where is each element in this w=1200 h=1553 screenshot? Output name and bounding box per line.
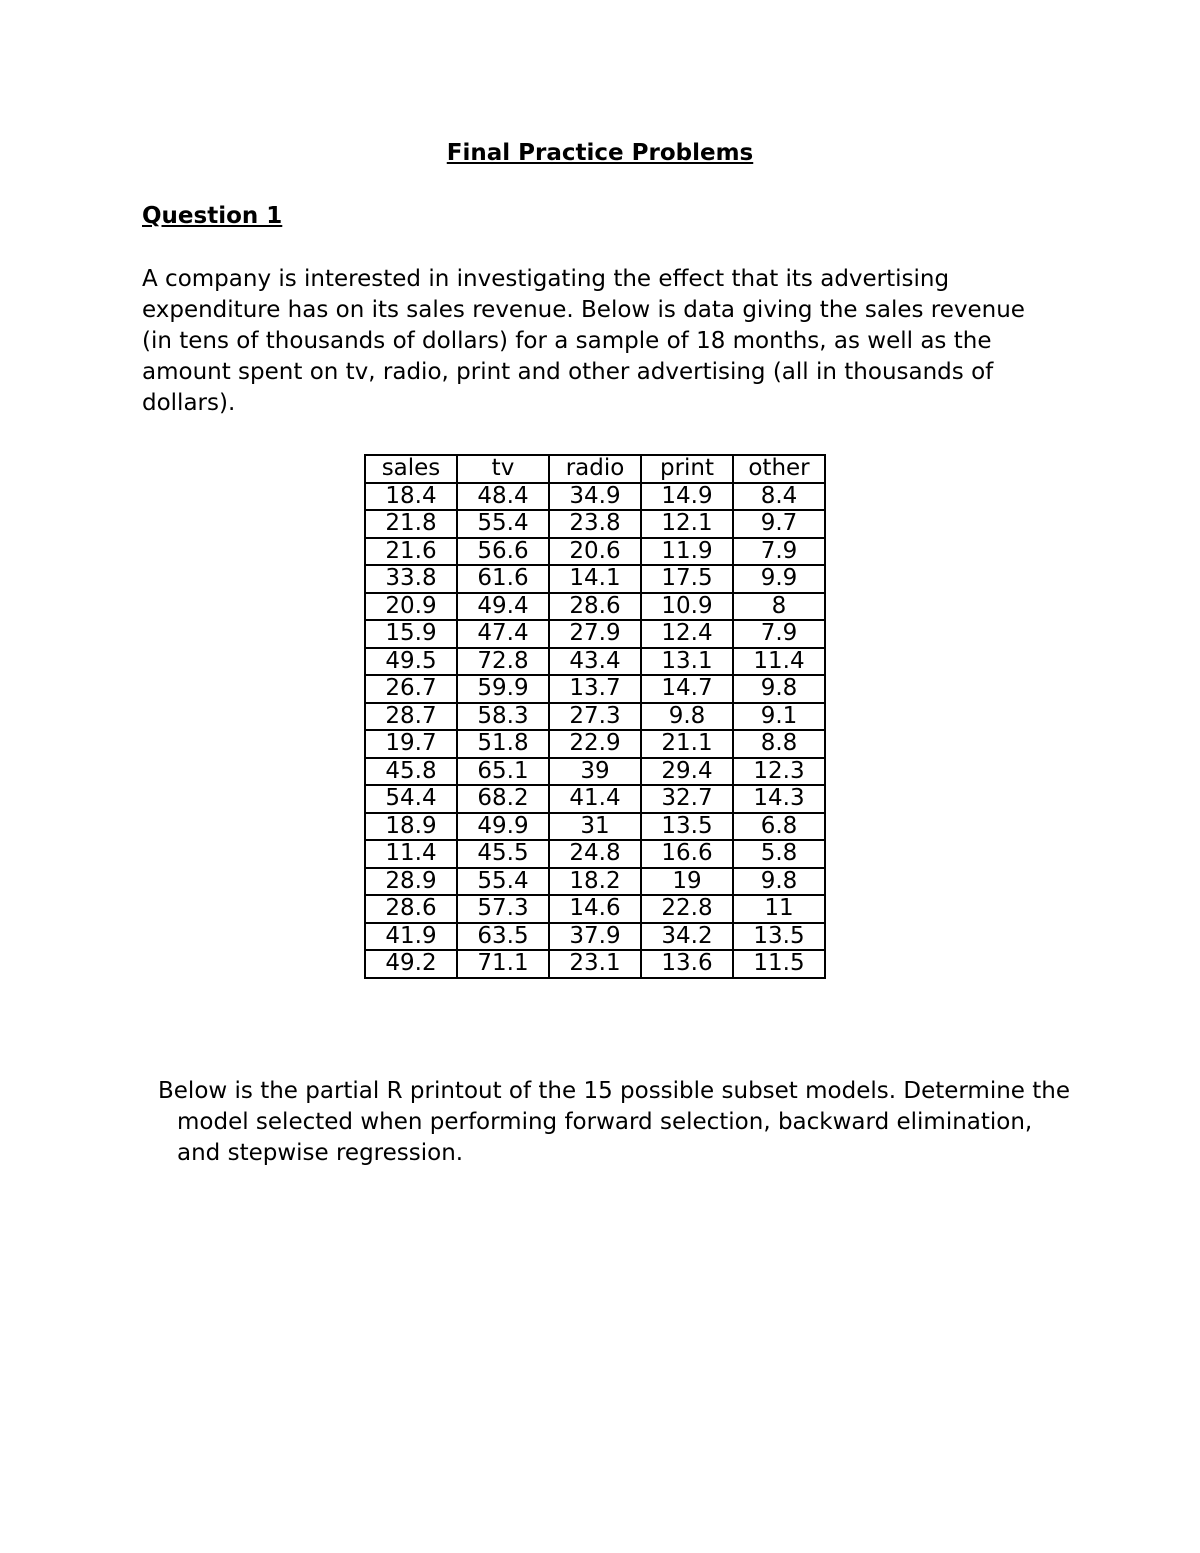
table-cell-other: 12.3 [733,758,825,786]
table-cell-other: 5.8 [733,840,825,868]
table-cell-other: 6.8 [733,813,825,841]
table-header-row [365,455,825,483]
intro-line: expenditure has on its sales revenue. Below is data giving the sales revenue [142,297,1025,323]
table-cell-tv: 45.5 [457,840,549,868]
table-cell-print: 13.1 [641,648,733,676]
table-cell-radio: 13.7 [549,675,641,703]
table-row [365,675,825,703]
table-cell-sales: 19.7 [365,730,457,758]
table-cell-print: 29.4 [641,758,733,786]
table-cell-other: 7.9 [733,620,825,648]
table-cell-print: 22.8 [641,895,733,923]
table-cell-tv: 59.9 [457,675,549,703]
table-cell-other: 9.9 [733,565,825,593]
table-row [365,785,825,813]
table-row [365,730,825,758]
table-cell-radio: 20.6 [549,538,641,566]
table-cell-tv: 55.4 [457,868,549,896]
intro-line: (in tens of thousands of dollars) for a sample of 18 months, as well as the [142,328,992,354]
table-cell-sales: 45.8 [365,758,457,786]
table-cell-other: 8 [733,593,825,621]
table-cell-sales: 41.9 [365,923,457,951]
table-row [365,510,825,538]
table-cell-sales: 21.8 [365,510,457,538]
table-cell-tv: 68.2 [457,785,549,813]
table-cell-radio: 39 [549,758,641,786]
table-row [365,950,825,978]
table-cell-print: 13.6 [641,950,733,978]
table-cell-sales: 28.7 [365,703,457,731]
column-header-other: other [733,455,825,483]
column-header-sales: sales [365,455,457,483]
table-row [365,565,825,593]
table-cell-print: 14.7 [641,675,733,703]
table-cell-tv: 71.1 [457,950,549,978]
table-cell-radio: 41.4 [549,785,641,813]
table-cell-tv: 63.5 [457,923,549,951]
table-row [365,868,825,896]
table-cell-sales: 15.9 [365,620,457,648]
table-cell-other: 9.1 [733,703,825,731]
table-cell-tv: 61.6 [457,565,549,593]
table-cell-sales: 28.6 [365,895,457,923]
table-cell-sales: 18.9 [365,813,457,841]
table-cell-print: 11.9 [641,538,733,566]
table-row [365,813,825,841]
table-cell-sales: 33.8 [365,565,457,593]
table-cell-other: 8.4 [733,483,825,511]
table-cell-sales: 28.9 [365,868,457,896]
table-cell-other: 9.8 [733,868,825,896]
table-cell-radio: 27.9 [549,620,641,648]
table-cell-radio: 24.8 [549,840,641,868]
table-row [365,620,825,648]
table-cell-tv: 48.4 [457,483,549,511]
advertising-data-table [364,454,826,979]
table-cell-tv: 51.8 [457,730,549,758]
table-cell-other: 14.3 [733,785,825,813]
table-row [365,593,825,621]
table-row [365,758,825,786]
table-cell-other: 11.4 [733,648,825,676]
page-title: Final Practice Problems [446,140,754,166]
intro-line: A company is interested in investigating the effect that its advertising [142,266,950,292]
table-cell-radio: 23.8 [549,510,641,538]
table-cell-other: 9.8 [733,675,825,703]
table-cell-print: 13.5 [641,813,733,841]
table-cell-radio: 27.3 [549,703,641,731]
table-cell-tv: 49.4 [457,593,549,621]
table-row [365,923,825,951]
table-row [365,648,825,676]
table-cell-print: 32.7 [641,785,733,813]
table-cell-radio: 28.6 [549,593,641,621]
table-cell-sales: 26.7 [365,675,457,703]
table-cell-print: 14.9 [641,483,733,511]
column-header-print: print [641,455,733,483]
table-cell-radio: 34.9 [549,483,641,511]
question-heading: Question 1 [142,203,283,229]
table-cell-sales: 54.4 [365,785,457,813]
table-cell-tv: 72.8 [457,648,549,676]
table-cell-tv: 58.3 [457,703,549,731]
table-cell-print: 21.1 [641,730,733,758]
table-cell-tv: 57.3 [457,895,549,923]
table-cell-sales: 49.2 [365,950,457,978]
table-cell-radio: 14.6 [549,895,641,923]
table-cell-sales: 20.9 [365,593,457,621]
table-cell-other: 8.8 [733,730,825,758]
table-cell-radio: 22.9 [549,730,641,758]
table-cell-tv: 55.4 [457,510,549,538]
column-header-tv: tv [457,455,549,483]
intro-line: amount spent on tv, radio, print and other advertising (all in thousands of [142,359,994,385]
table-row [365,840,825,868]
table-cell-print: 9.8 [641,703,733,731]
intro-line: dollars). [142,390,236,416]
table-cell-other: 9.7 [733,510,825,538]
table-cell-tv: 65.1 [457,758,549,786]
question-instructions: Below is the partial R printout of the 15 possible subset models. Determine the model selected when performing forward selection, backward elimination, and stepwise regression. [158,1078,1071,1166]
table-cell-radio: 37.9 [549,923,641,951]
table-row [365,483,825,511]
table-row [365,703,825,731]
table-cell-sales: 18.4 [365,483,457,511]
table-row [365,538,825,566]
table-cell-tv: 47.4 [457,620,549,648]
table-cell-print: 34.2 [641,923,733,951]
table-cell-tv: 49.9 [457,813,549,841]
table-cell-print: 16.6 [641,840,733,868]
table-cell-radio: 43.4 [549,648,641,676]
table-cell-print: 19 [641,868,733,896]
table-cell-radio: 18.2 [549,868,641,896]
table-cell-print: 12.1 [641,510,733,538]
table-cell-other: 13.5 [733,923,825,951]
table-cell-radio: 14.1 [549,565,641,593]
table-cell-sales: 21.6 [365,538,457,566]
table-cell-sales: 49.5 [365,648,457,676]
table-row [365,895,825,923]
table-cell-print: 17.5 [641,565,733,593]
question-intro [142,264,1062,419]
table-cell-print: 12.4 [641,620,733,648]
table-cell-other: 11 [733,895,825,923]
table-cell-sales: 11.4 [365,840,457,868]
table-body [365,483,825,978]
table-cell-print: 10.9 [641,593,733,621]
table-cell-tv: 56.6 [457,538,549,566]
table-cell-radio: 31 [549,813,641,841]
table-cell-radio: 23.1 [549,950,641,978]
table-cell-other: 11.5 [733,950,825,978]
table-cell-other: 7.9 [733,538,825,566]
column-header-radio: radio [549,455,641,483]
